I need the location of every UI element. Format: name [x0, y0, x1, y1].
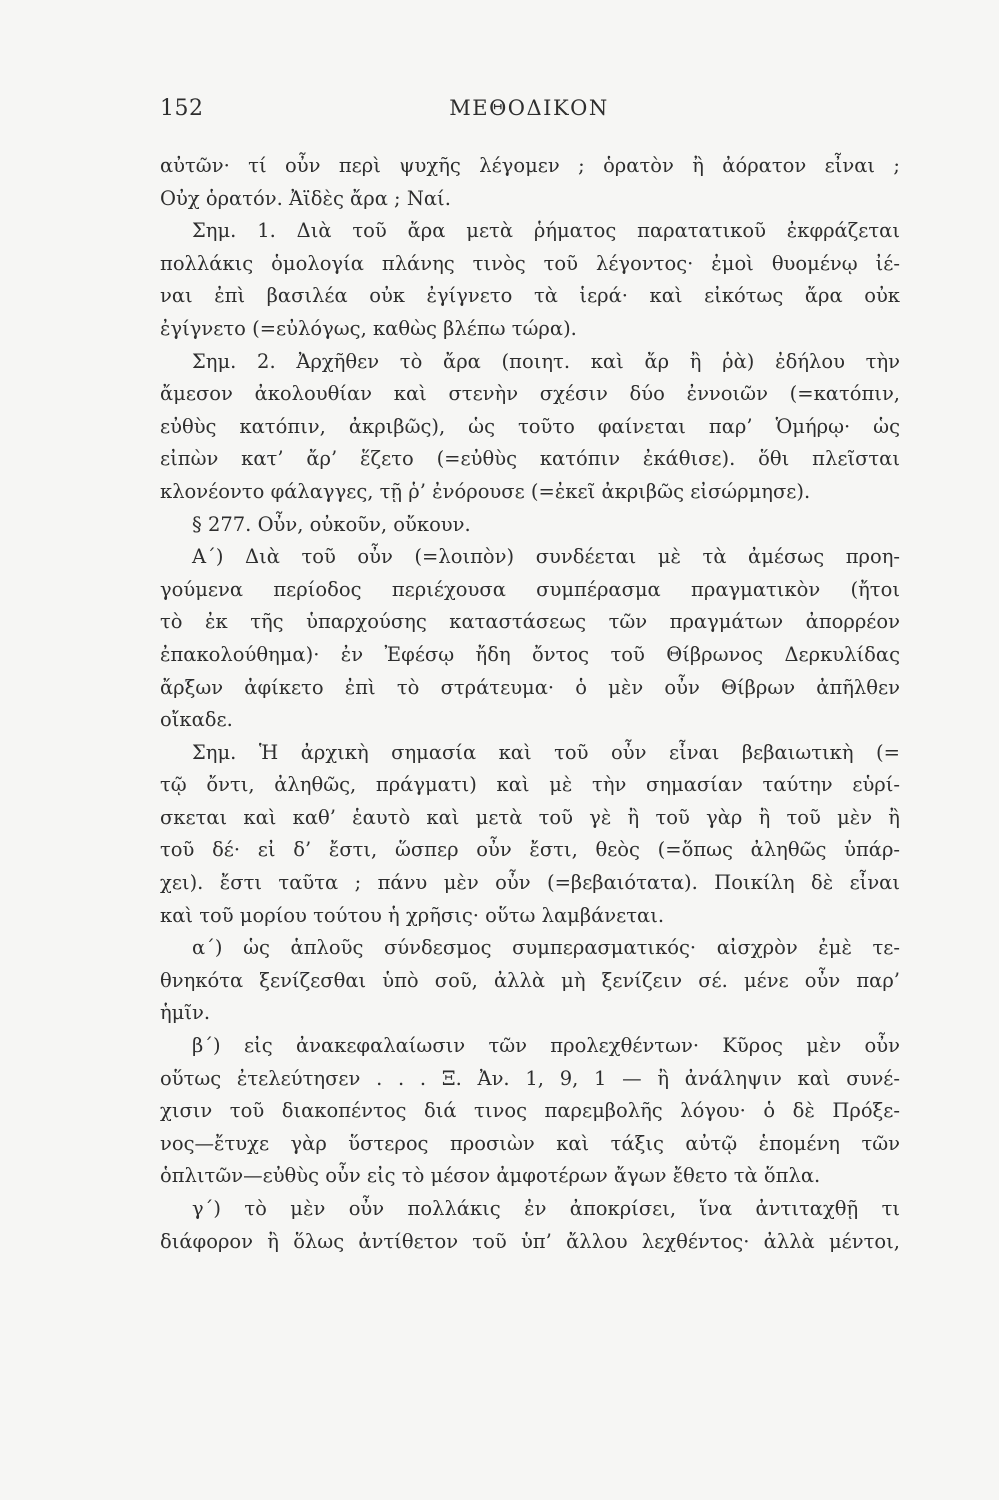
text-line: εἰπὼν κατ’ ἄρ’ ἕζετο (=εὐθὺς κατόπιν ἐκάθισε). ὅθι πλεῖσται [160, 447, 900, 471]
text-line: χει). ἔστι ταῦτα ; πάνυ μὲν οὖν (=βεβαιότατα). Ποικίλη δὲ εἶναι [160, 871, 900, 895]
text-line: πολλάκις ὁμολογία πλάνης τινὸς τοῦ λέγοντος· ἐμοὶ θυομένῳ ἰέ- [160, 251, 900, 275]
body-text [160, 150, 900, 1258]
text-line: ἄρξων ἀφίκετο ἐπὶ τὸ στράτευμα· ὁ μὲν οὖν Θίβρων ἀπῆλθεν [160, 675, 900, 699]
text-line: θνηκότα ξενίζεσθαι ὑπὸ σοῦ, ἀλλὰ μὴ ξενίζειν σέ. μένε οὖν παρ’ [160, 968, 900, 992]
text-line: κλονέοντο φάλαγγες, τῇ ῥ’ ἐνόρουσε (=ἐκεῖ ἀκριβῶς εἰσώρμησε). [160, 479, 811, 503]
text-line: τῷ ὄντι, ἀληθῶς, πράγματι) καὶ μὲ τὴν σημασίαν ταύτην εὑρί- [160, 773, 900, 797]
text-line: γούμενα περίοδος περιέχουσα συμπέρασμα πραγματικὸν (ἤτοι [160, 577, 900, 601]
text-line: ἐγίγνετο (=εὐλόγως, καθὼς βλέπω τώρα). [160, 316, 577, 340]
text-line: ἄμεσον ἀκολουθίαν καὶ στενὴν σχέσιν δύο ἐννοιῶν (=κατόπιν, [160, 382, 900, 406]
text-line: σκεται καὶ καθ’ ἑαυτὸ καὶ μετὰ τοῦ γὲ ἢ τοῦ γὰρ ἢ τοῦ μὲν ἢ [160, 805, 900, 829]
text-line: ναι ἐπὶ βασιλέα οὐκ ἐγίγνετο τὰ ἱερά· καὶ εἰκότως ἄρα οὐκ [160, 284, 900, 308]
text-line: τοῦ δέ· εἰ δ’ ἔστι, ὥσπερ οὖν ἔστι, θεὸς (=ὅπως ἀληθῶς ὑπάρ- [160, 838, 900, 862]
text-line: αὐτῶν· τί οὖν περὶ ψυχῆς λέγομεν ; ὁρατὸν ἢ ἀόρατον εἶναι ; [160, 154, 900, 177]
text-line: ὁπλιτῶν—εὐθὺς οὖν εἰς τὸ μέσον ἀμφοτέρων ἄγων ἔθετο τὰ ὅπλα. [160, 1164, 821, 1188]
running-title: ΜΕΘΟΔΙΚΟΝ [449, 96, 609, 120]
text-line: χισιν τοῦ διακοπέντος διά τινος παρεμβολῆς λόγου· ὁ δὲ Πρόξε- [160, 1099, 900, 1123]
text-line: β΄) εἰς ἀνακεφαλαίωσιν τῶν προλεχθέντων· Κῦρος μὲν οὖν [192, 1034, 900, 1058]
text-line: α΄) ὡς ἁπλοῦς σύνδεσμος συμπερασματικός· αἰσχρὸν ἐμὲ τε- [192, 936, 900, 960]
text-line: οὕτως ἐτελεύτησεν . . . Ξ. Ἀν. 1, 9, 1 — ἢ ἀνάληψιν καὶ συνέ- [160, 1066, 900, 1090]
text-line: ἡμῖν. [160, 1001, 211, 1025]
text-line: Οὐχ ὁρατόν. Ἀϊδὲς ἄρα ; Ναί. [160, 186, 451, 210]
text-line: γ΄) τὸ μὲν οὖν πολλάκις ἐν ἀποκρίσει, ἵνα ἀντιταχθῇ τι [192, 1197, 900, 1220]
text-line: ἐπακολούθημα)· ἐν Ἐφέσῳ ἤδη ὄντος τοῦ Θίβρωνος Δερκυλίδας [160, 642, 900, 666]
text-line: διάφορον ἢ ὅλως ἀντίθετον τοῦ ὑπ’ ἄλλου λεχθέντος· ἀλλὰ μέντοι, [160, 1229, 900, 1253]
text-line: Σημ. 1. Διὰ τοῦ ἄρα μετὰ ῥήματος παρατατικοῦ ἐκφράζεται [192, 219, 900, 243]
text-line: τὸ ἐκ τῆς ὑπαρχούσης καταστάσεως τῶν πραγμάτων ἀπορρέον [160, 610, 900, 634]
page-number: 152 [160, 96, 204, 121]
text-line: Σημ. 2. Ἀρχῆθεν τὸ ἄρα (ποιητ. καὶ ἄρ ἢ ῥὰ) ἐδήλου τὴν [192, 349, 900, 373]
text-line: οἴκαδε. [160, 708, 233, 732]
text-line: § 277. Οὖν, οὐκοῦν, οὔκουν. [192, 512, 471, 536]
text-line: καὶ τοῦ μορίου τούτου ἡ χρῆσις· οὕτω λαμβάνεται. [160, 903, 665, 927]
text-line: Σημ. Ἡ ἀρχικὴ σημασία καὶ τοῦ οὖν εἶναι βεβαιωτικὴ (= [192, 740, 900, 764]
text-line: νος—ἔτυχε γὰρ ὕστερος προσιὼν καὶ τάξις αὐτῷ ἑπομένη τῶν [160, 1131, 900, 1155]
text-line: εὐθὺς κατόπιν, ἀκριβῶς), ὡς τοῦτο φαίνεται παρ’ Ὁμήρῳ· ὡς [160, 414, 900, 438]
text-line: Α΄) Διὰ τοῦ οὖν (=λοιπὸν) συνδέεται μὲ τὰ ἀμέσως προη- [192, 545, 900, 569]
page-header [160, 96, 898, 132]
